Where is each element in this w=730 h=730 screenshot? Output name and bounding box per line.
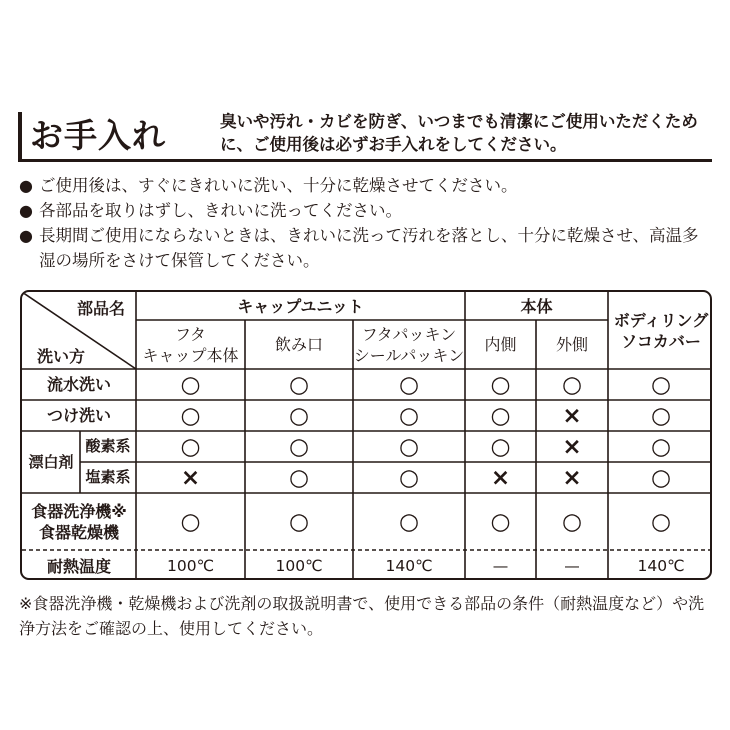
bullet-dot-icon: ● xyxy=(19,226,33,245)
ok-mark: ○ xyxy=(650,433,672,460)
header-accent-bar xyxy=(18,112,22,162)
ok-mark: ○ xyxy=(180,371,201,398)
ok-mark: ○ xyxy=(288,464,310,491)
column-gaskets: フタパッキン シールパッキン xyxy=(353,324,465,365)
ok-mark: ○ xyxy=(490,508,511,535)
column-lid-cap: フタ キャップ本体 xyxy=(142,324,239,365)
care-instructions xyxy=(19,173,713,273)
ok-mark: ○ xyxy=(398,433,420,460)
heat-resistance-value: 140℃ xyxy=(385,557,433,575)
instruction-text: 長期間ご使用にならないときは、きれいに洗って汚れを落とし、十分に乾燥させ、高温多湿の場所をさけて保管してください。 xyxy=(39,226,699,270)
care-table xyxy=(20,290,712,580)
ok-mark: ○ xyxy=(398,402,420,429)
instruction-text: 各部品を取りはずし、きれいに洗ってください。 xyxy=(39,201,402,220)
ok-mark: ○ xyxy=(650,508,672,535)
row-label-soak: つけ洗い xyxy=(46,406,111,425)
not-ok-mark: × xyxy=(180,464,201,491)
ok-mark: ○ xyxy=(180,508,201,535)
ok-mark: ○ xyxy=(650,402,672,429)
corner-method-label: 洗い方 xyxy=(36,346,85,366)
ok-mark: ○ xyxy=(180,402,201,429)
footnote: ※食器洗浄機・乾燥機および洗剤の取扱説明書で、使用できる部品の条件（耐熱温度など）や洗浄方法をご確認の上、使用してください。 xyxy=(19,594,705,638)
heat-resistance-value: 100℃ xyxy=(275,557,323,575)
column-mouthpiece: 飲み口 xyxy=(274,335,323,354)
page-title: お手入れ xyxy=(30,116,166,155)
instruction-item xyxy=(19,223,713,273)
ok-mark: ○ xyxy=(398,508,420,535)
ok-mark: ○ xyxy=(650,464,672,491)
not-ok-mark: × xyxy=(562,402,582,429)
ok-mark: ○ xyxy=(180,433,201,460)
ok-mark: ○ xyxy=(490,433,511,460)
bullet-dot-icon: ● xyxy=(19,201,33,220)
ok-mark: ○ xyxy=(650,371,672,398)
row-label-running-water: 流水洗い xyxy=(46,375,111,394)
not-ok-mark: × xyxy=(562,464,582,491)
row-label-chlorine-bleach: 塩素系 xyxy=(85,468,131,486)
instruction-item xyxy=(19,173,713,198)
care-header xyxy=(18,104,712,162)
column-outside: 外側 xyxy=(555,335,588,354)
row-label-dishwasher: 食器洗浄機※ 食器乾燥機 xyxy=(31,501,127,542)
instruction-item xyxy=(19,198,713,223)
ok-mark: ○ xyxy=(288,371,310,398)
corner-parts-label: 部品名 xyxy=(76,298,125,318)
heat-resistance-value: 100℃ xyxy=(167,557,214,575)
column-body-ring: ボディリング ソコカバー xyxy=(613,310,709,351)
row-label-oxygen-bleach: 酸素系 xyxy=(85,437,131,455)
ok-mark: ○ xyxy=(561,371,583,398)
instruction-text: ご使用後は、すぐにきれいに洗い、十分に乾燥させてください。 xyxy=(39,176,518,195)
column-inside: 内側 xyxy=(484,335,517,354)
group-body: 本体 xyxy=(520,296,553,316)
group-cap-unit: キャップユニット xyxy=(237,296,364,316)
ok-mark: ○ xyxy=(490,402,511,429)
heat-resistance-value: — xyxy=(564,557,580,575)
row-group-bleach: 漂白剤 xyxy=(28,452,74,471)
heat-resistance-value: 140℃ xyxy=(637,557,685,575)
ok-mark: ○ xyxy=(288,402,310,429)
ok-mark: ○ xyxy=(561,508,583,535)
ok-mark: ○ xyxy=(288,508,310,535)
ok-mark: ○ xyxy=(490,371,511,398)
ok-mark: ○ xyxy=(398,371,420,398)
heat-resistance-value: — xyxy=(492,557,509,575)
ok-mark: ○ xyxy=(398,464,420,491)
bullet-dot-icon: ● xyxy=(19,176,33,195)
not-ok-mark: × xyxy=(490,464,511,491)
row-label-heat-resistance: 耐熱温度 xyxy=(46,556,111,576)
not-ok-mark: × xyxy=(562,433,582,460)
ok-mark: ○ xyxy=(288,433,310,460)
header-description: 臭いや汚れ・カビを防ぎ、いつまでも清潔にご使用いただくために、ご使用後は必ずお手入れをしてください。 xyxy=(220,112,698,154)
